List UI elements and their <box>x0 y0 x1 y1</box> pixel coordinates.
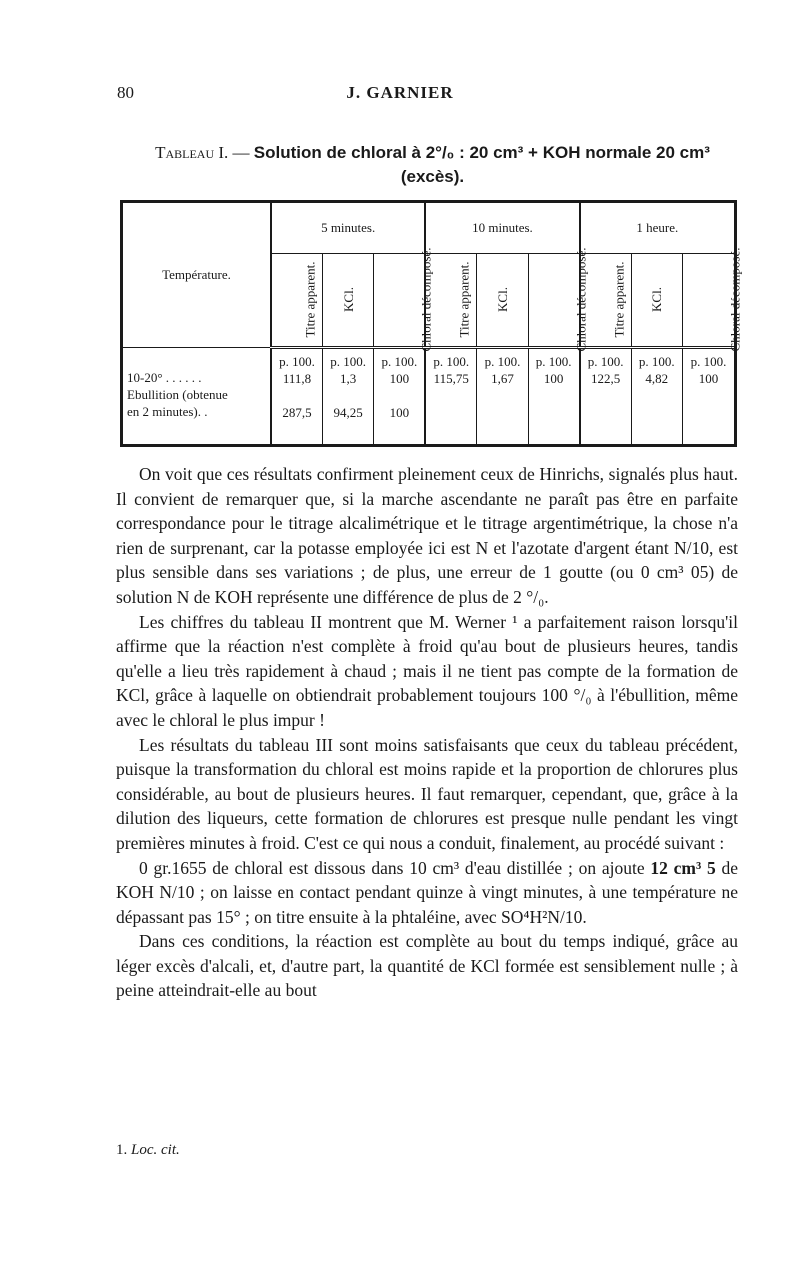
footnote <box>116 1142 180 1159</box>
running-head: J. GARNIER <box>346 83 454 102</box>
table-cell: 94,25 <box>333 405 363 420</box>
subheader: KCl. <box>494 286 510 312</box>
table-column <box>425 348 476 445</box>
temperature-header: Température. <box>123 203 271 348</box>
row-label: en 2 minutes). . <box>127 404 208 419</box>
table-cell: 4,82 <box>645 371 669 386</box>
table-cell <box>323 387 373 404</box>
table-cell <box>632 404 682 421</box>
table-column <box>322 348 373 445</box>
subheader: Chloral décomposé. <box>727 247 743 351</box>
subheader: Titre apparent. <box>611 260 627 338</box>
table-cell: 100 <box>389 371 410 386</box>
group-header: 1 heure. <box>580 203 734 254</box>
paragraph <box>116 856 738 930</box>
table-cell: p. 100. <box>279 354 315 369</box>
table-cell: 111,8 <box>282 371 312 386</box>
table-cell <box>632 387 682 404</box>
table-cell <box>374 387 424 404</box>
table-cell <box>477 404 527 421</box>
group-header: 10 minutes. <box>425 203 579 254</box>
subheader: Titre apparent. <box>302 260 318 338</box>
table-cell: p. 100. <box>330 354 367 369</box>
subheader: KCl. <box>340 286 356 312</box>
table-cell <box>529 404 579 421</box>
table-cell: 287,5 <box>282 405 312 420</box>
data-table-frame <box>120 200 743 447</box>
paragraph-text: de KOH N/10 ; on laisse en contact pendant quinze à vingt minutes, à une température ne dépassant pas 15° ; on titre ensuite à la phtaléine, avec SO⁴H²N/10. <box>116 857 739 927</box>
caption-title: Solution de chloral à 2°/₀ : 20 cm³ + KOH normale 20 cm³ <box>253 143 710 162</box>
paragraph-bold: 12 cm³ 5 <box>650 857 716 878</box>
table-header-groups <box>123 203 734 254</box>
table-cell: 1,3 <box>340 371 357 386</box>
table-cell: p. 100. <box>587 354 624 369</box>
table-cell: 122,5 <box>590 371 621 386</box>
table-cell: p. 100. <box>484 354 521 369</box>
footnote-number: 1. <box>116 1142 128 1158</box>
table-column <box>683 348 735 445</box>
table-cell <box>581 387 631 404</box>
table-cell <box>426 404 476 421</box>
subheader: Chloral décomposé. <box>418 247 434 351</box>
group-header: 5 minutes. <box>271 203 425 254</box>
caption-lead: Tableau I. — <box>155 143 250 162</box>
table-cell <box>683 387 734 404</box>
table-cell: p. 100. <box>690 354 727 369</box>
paragraph: On voit que ces résultats confirment pleinement ceux de Hinrichs, signalés plus haut. Il convient de remarquer que, si la marche ascendante ne paraît pas être en parfaite correspondance pour le titrage alcalimétrique et le titrage argentimétrique, la chose n'a rien de surprenant, car la potasse employée ici est N et l'azotate d'argent étant N/10, est plus sensible dans ses variations ; de plus, une erreur de 1 goutte (ou 0 cm³ 05) de solution N de KOH représente une différence de plus de 2 °/₀. <box>116 464 738 607</box>
paragraph: Dans ces conditions, la réaction est complète au bout du temps indiqué, grâce au léger excès d'alcali, et, d'autre part, la quantité de KCl formée est sensiblement nulle ; à peine atteindrait-elle au bout <box>116 931 738 1001</box>
table-cell: p. 100. <box>433 354 470 369</box>
subheader: Chloral décomposé. <box>573 247 589 351</box>
table-body-row <box>123 348 734 445</box>
row-labels <box>123 348 271 445</box>
paragraph-text: 0 gr.1655 de chloral est dissous dans 10 cm³ d'eau distillée ; on ajoute <box>139 857 645 878</box>
table-cell <box>272 387 322 404</box>
table-cell <box>683 404 734 421</box>
subheader: Titre apparent. <box>456 260 472 338</box>
table-cell: 100 <box>698 371 719 386</box>
table-caption <box>120 141 745 189</box>
subheader: KCl. <box>649 286 665 312</box>
table-cell: 100 <box>543 371 564 386</box>
table-cell: p. 100. <box>535 354 572 369</box>
table-column <box>631 348 682 445</box>
table-cell <box>581 404 631 421</box>
row-label: Ebullition (obtenue <box>127 387 228 402</box>
page-number: 80 <box>117 83 134 102</box>
table-cell: 100 <box>389 405 410 420</box>
table-cell <box>529 387 579 404</box>
table-cell <box>426 387 476 404</box>
row-label: 10-20° . . . . . . <box>127 370 202 385</box>
caption-suffix: (excès). <box>400 167 465 186</box>
table-cell: 115,75 <box>433 371 469 386</box>
table-cell <box>477 387 527 404</box>
table-column <box>271 348 322 445</box>
table-column <box>477 348 528 445</box>
table-cell: 1,67 <box>491 371 514 386</box>
table-cell: p. 100. <box>381 354 418 369</box>
data-table <box>123 203 743 444</box>
table-cell: p. 100. <box>638 354 675 369</box>
paragraph: Les chiffres du tableau II montrent que M. Werner ¹ a parfaitement raison lorsqu'il affirme que la réaction n'est complète à froid qu'au bout de plusieurs heures, tandis qu'elle a lieu très rapidement à chaud ; mais il ne tient pas compte de la formation de KCl, grâce à laquelle on obtiendrait probablement toujours 100 °/₀ à l'ébullition, même avec le chloral le plus impur ! <box>116 611 738 730</box>
paragraph: Les résultats du tableau III sont moins satisfaisants que ceux du tableau précédent, puisque la transformation du chloral est moins rapide et la proportion de chlorures plus considérable, au bout de plusieurs heures. Il faut remarquer, cependant, que, grâce à la dilution des liqueurs, cette formation de chlorures est presque nulle pendant les vingt premières minutes à froid. C'est ce qui nous a conduit, finalement, au procédé suivant : <box>116 734 738 853</box>
table-column <box>374 348 425 445</box>
table-column <box>580 348 631 445</box>
footnote-text: Loc. cit. <box>131 1142 180 1158</box>
table-column <box>528 348 579 445</box>
body-text <box>116 462 738 1003</box>
